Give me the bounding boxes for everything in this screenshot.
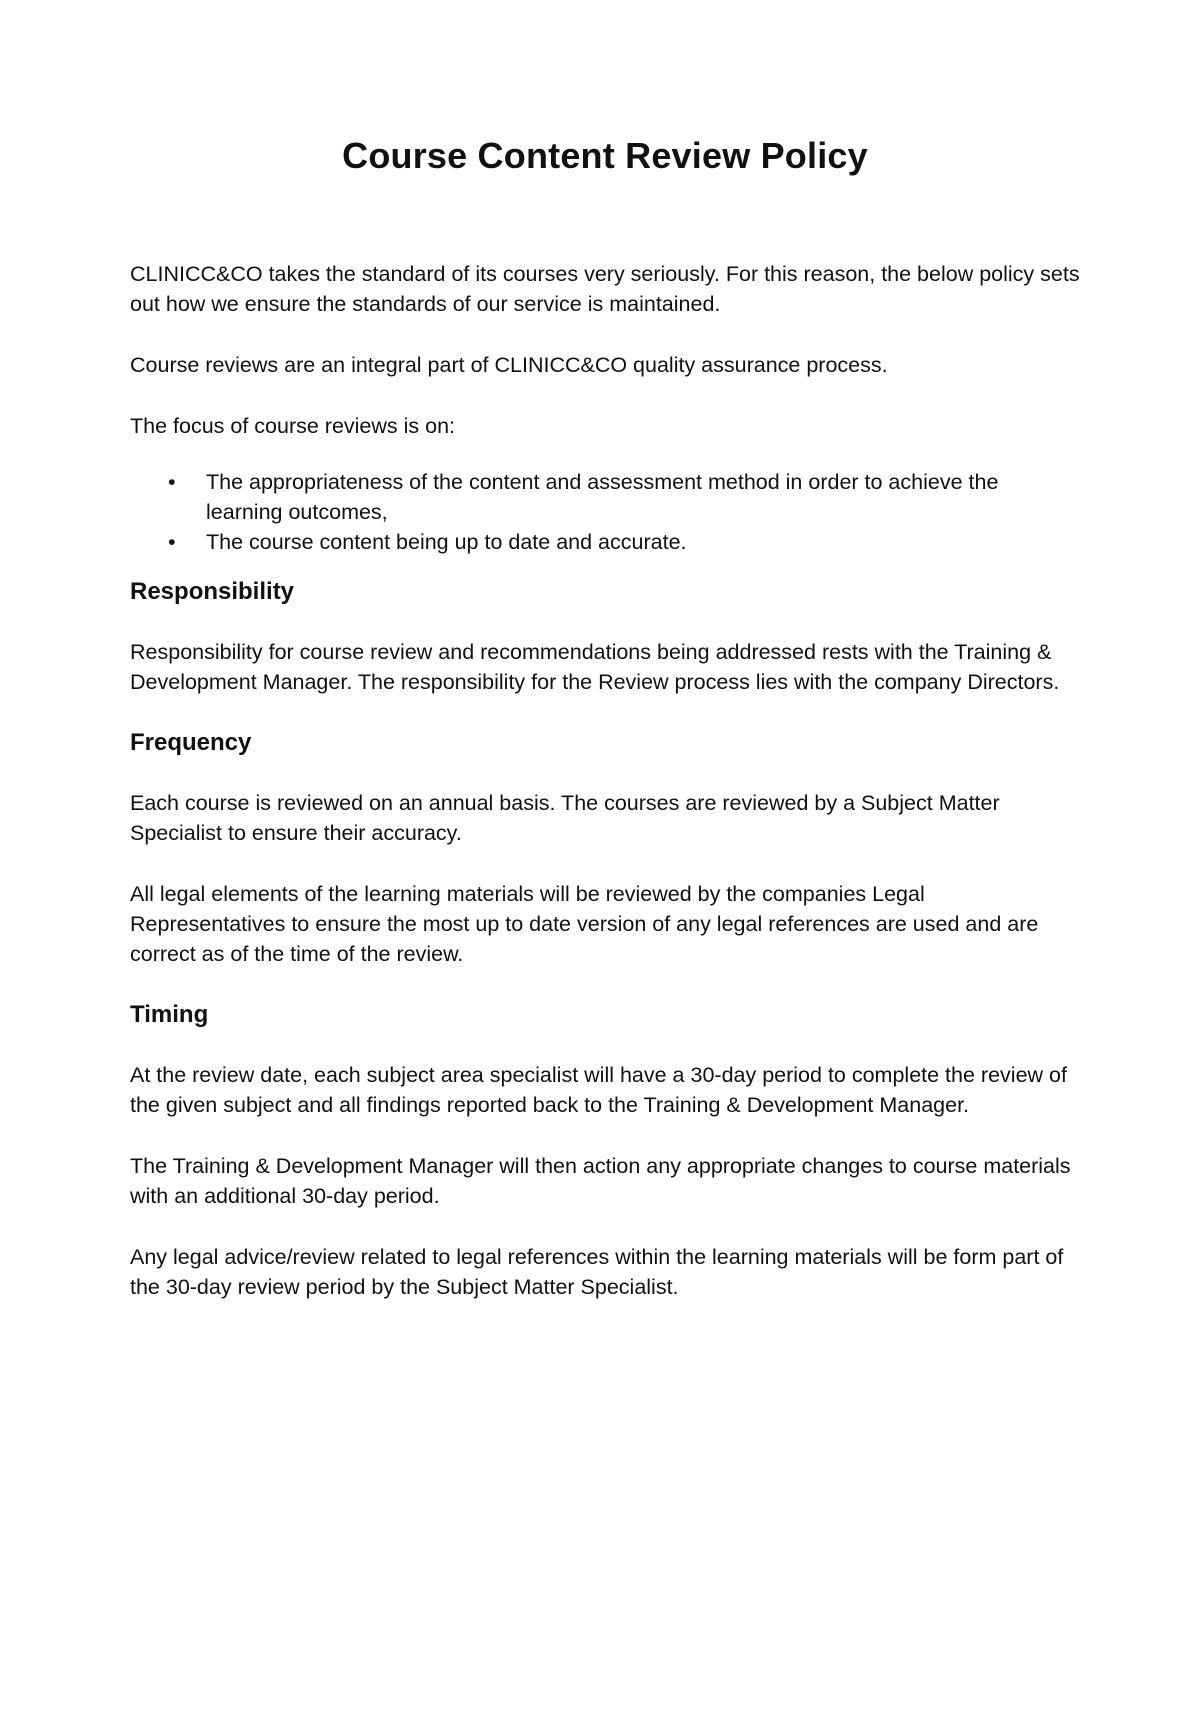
page-title: Course Content Review Policy bbox=[342, 135, 868, 176]
frequency-paragraph: Each course is reviewed on an annual basis. The courses are reviewed by a Subject Matter Specialist to ensure their accuracy. bbox=[130, 791, 1000, 845]
intro-paragraph: Course reviews are an integral part of CLINICC&CO quality assurance process. bbox=[130, 353, 888, 377]
list-item bbox=[168, 467, 1080, 527]
list-item bbox=[168, 527, 1080, 557]
frequency-paragraph: All legal elements of the learning materials will be reviewed by the companies Legal Representatives to ensure the most up to date version of any legal references are used and are correct as of the time of the review. bbox=[130, 882, 1039, 966]
responsibility-paragraph: Responsibility for course review and recommendations being addressed rests with the Training & Development Manager. The responsibility for the Review process lies with the company Directors. bbox=[130, 640, 1060, 694]
focus-lead-in: The focus of course reviews is on: bbox=[130, 414, 456, 438]
list-item-text: The appropriateness of the content and assessment method in order to achieve the learning outcomes, bbox=[206, 470, 999, 524]
bullet-icon: • bbox=[168, 470, 176, 494]
focus-list bbox=[130, 467, 1080, 557]
intro-paragraph: CLINICC&CO takes the standard of its courses very seriously. For this reason, the below policy sets out how we ensure the standards of our service is maintained. bbox=[130, 262, 1080, 316]
section-heading-timing: Timing bbox=[130, 1001, 209, 1028]
list-item-text: The course content being up to date and accurate. bbox=[206, 530, 687, 554]
document-body bbox=[130, 259, 1080, 1302]
timing-paragraph: At the review date, each subject area specialist will have a 30-day period to complete the review of the given subject and all findings reported back to the Training & Development Manager. bbox=[130, 1063, 1067, 1117]
section-heading-responsibility: Responsibility bbox=[130, 578, 295, 605]
timing-paragraph: Any legal advice/review related to legal references within the learning materials will be form part of the 30-day review period by the Subject Matter Specialist. bbox=[130, 1245, 1064, 1299]
timing-paragraph: The Training & Development Manager will then action any appropriate changes to course materials with an additional 30-day period. bbox=[130, 1154, 1071, 1208]
bullet-icon: • bbox=[168, 530, 176, 554]
section-heading-frequency: Frequency bbox=[130, 729, 252, 756]
